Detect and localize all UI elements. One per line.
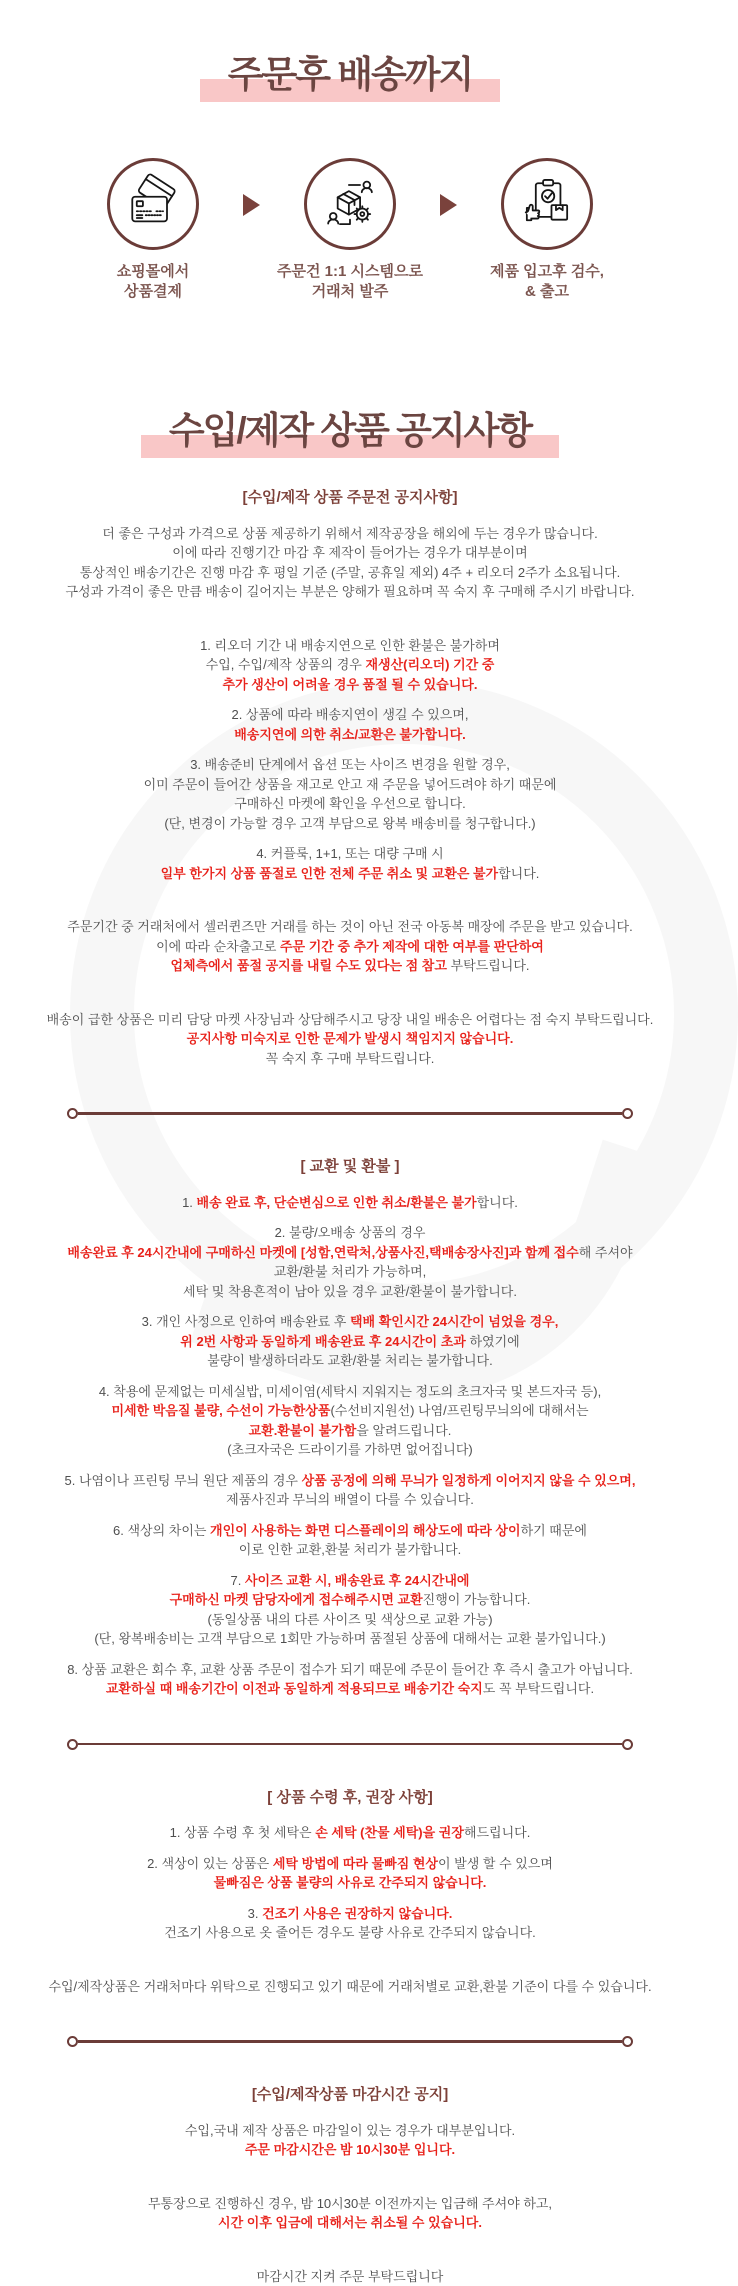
notice-paragraph <box>0 917 700 976</box>
notice-text-emphasis: 구매하신 마켓 담당자에게 접수해주시면 교환 <box>170 1592 423 1607</box>
notice-text: 합니다. <box>477 1195 518 1210</box>
notice-text-emphasis: 재생산(리오더) 기간 중 <box>365 657 494 672</box>
notice-paragraph <box>0 2194 700 2233</box>
notice-line <box>0 1421 700 1441</box>
page-title-text: 주문후 배송까지 <box>200 54 500 102</box>
notice-text: 더 좋은 구성과 가격으로 상품 제공하기 위해서 제작공장을 해외에 두는 경우가 많습니다. <box>102 526 597 541</box>
notice-line <box>0 1629 700 1649</box>
notice-line <box>0 1571 700 1591</box>
credit-card-icon <box>107 158 199 250</box>
section-divider <box>67 2036 633 2047</box>
notice-text: 4. 착용에 문제없는 미세실밥, 미세이염(세탁시 지워지는 정도의 초크자국 및 본드자국 등), <box>99 1384 601 1399</box>
notice-line <box>0 1049 700 1069</box>
step-label <box>264 262 436 302</box>
notice-line <box>0 563 700 583</box>
notice-text: 해 주셔야 <box>579 1245 633 1260</box>
notice-text: 구매하신 마켓에 확인을 우선으로 합니다. <box>234 796 466 811</box>
divider-ring <box>67 1739 78 1750</box>
notice-text: 3. 개인 사정으로 인하여 배송완료 후 <box>142 1314 350 1329</box>
process-step <box>264 158 436 302</box>
notice-text: 2. 불량/오배송 상품의 경우 <box>275 1225 426 1240</box>
notice-text: 이에 따라 진행기간 마감 후 제작이 들어가는 경우가 대부분이며 <box>172 545 527 560</box>
notice-text: 마감시간 지켜 주문 부탁드립니다 <box>257 2269 444 2284</box>
notice-text: 4. 커플룩, 1+1, 또는 대량 구매 시 <box>256 846 443 861</box>
notice-paragraph <box>0 1382 700 1460</box>
notice-line <box>0 1351 700 1371</box>
notice-text: 7. <box>231 1573 245 1588</box>
notice-paragraph <box>0 2267 700 2286</box>
notice-text: 이로 인한 교환,환불 처리가 불가합니다. <box>239 1542 462 1557</box>
notice-text: 세탁 및 착용흔적이 남아 있을 경우 교환/환불이 불가합니다. <box>183 1284 517 1299</box>
notice-text-emphasis: 주문 마감시간은 밤 10시30분 입니다. <box>245 2142 455 2157</box>
notice-text: 이미 주문이 들어간 상품을 재고로 안고 재 주문을 넣어드려야 하기 때문에 <box>144 777 557 792</box>
notice-line <box>0 1471 700 1491</box>
notice-text: (단, 변경이 가능할 경우 고객 부담으로 왕복 배송비를 청구합니다.) <box>164 816 535 831</box>
notice-text-emphasis: 물빠짐은 상품 불량의 사유로 간주되지 않습니다. <box>214 1875 487 1890</box>
notice-line <box>0 705 700 725</box>
notice-line <box>0 1382 700 1402</box>
notice-text: (동일상품 내의 다른 사이즈 및 색상으로 교환 가능) <box>207 1612 492 1627</box>
notice-text-emphasis: 추가 생산이 어려울 경우 품절 될 수 있습니다. <box>223 677 478 692</box>
notice-line <box>0 1521 700 1541</box>
section-heading: [수입/제작 상품 주문전 공지사항] <box>0 488 700 508</box>
section-divider <box>67 1108 633 1119</box>
notice-text-emphasis: 교환하실 때 배송기간이 이전과 동일하게 적용되므로 배송기간 숙지 <box>106 1681 483 1696</box>
notice-text-emphasis: 배송완료 후 24시간내에 구매하신 마켓에 [성함,연락처,상품사진,택배송장사진]과 함께 접수 <box>67 1245 578 1260</box>
notice-paragraph <box>0 1193 700 1213</box>
notice-text: 2. 상품에 따라 배송지연이 생길 수 있으며, <box>231 707 468 722</box>
notice-text: 주문기간 중 거래처에서 셀러퀸즈만 거래를 하는 것이 아닌 전국 아동복 매장에 주문을 받고 있습니다. <box>67 919 632 934</box>
notice-paragraph <box>0 1977 700 1997</box>
notice-text: (초크자국은 드라이기를 가하면 없어집니다) <box>227 1442 473 1457</box>
notice-line <box>0 956 700 976</box>
page-title <box>0 0 700 98</box>
notice-text-emphasis: 사이즈 교환 시, 배송완료 후 24시간내에 <box>245 1573 470 1588</box>
notice-text: 무통장으로 진행하신 경우, 밤 10시30분 이전까지는 입금해 주셔야 하고, <box>148 2196 552 2211</box>
notice-line <box>0 755 700 775</box>
notice-line <box>0 1401 700 1421</box>
notice-text-emphasis: 위 2번 사항과 동일하게 배송완료 후 24시간이 초과 <box>180 1334 466 1349</box>
divider-line <box>78 1743 622 1746</box>
notice-text: 진행이 가능합니다. <box>423 1592 531 1607</box>
notice-paragraph <box>0 1471 700 1510</box>
notice-text: 하였기에 <box>466 1334 520 1349</box>
notice-line <box>0 917 700 937</box>
notice-line <box>0 1823 700 1843</box>
notice-text: 이에 따라 순차출고로 <box>156 939 280 954</box>
notice-text-emphasis: 교환.환불이 불가함 <box>249 1423 357 1438</box>
notice-line <box>0 543 700 563</box>
notice-line <box>0 864 700 884</box>
notice-text-emphasis: 주문 기간 중 추가 제작에 대한 여부를 판단하여 <box>280 939 544 954</box>
notice-text-emphasis: 시간 이후 입금에 대해서는 취소될 수 있습니다. <box>218 2215 482 2230</box>
notice-line <box>0 1029 700 1049</box>
notice-line <box>0 725 700 745</box>
notice-text-emphasis: 택배 확인시간 24시간이 넘었을 경우, <box>350 1314 558 1329</box>
step-label-line: 제품 입고후 검수, <box>461 262 633 282</box>
notice-text-emphasis: 배송지연에 의한 취소/교환은 불가합니다. <box>234 727 466 742</box>
notice-text: 해드립니다. <box>464 1825 530 1840</box>
notice-text: 합니다. <box>498 866 539 881</box>
notice-paragraph <box>0 1312 700 1371</box>
notice-text: 1. 리오더 기간 내 배송지연으로 인한 환불은 불가하며 <box>200 638 500 653</box>
notice-line <box>0 1679 700 1699</box>
step-label <box>67 262 239 302</box>
divider-line <box>78 1112 622 1115</box>
notice-paragraph <box>0 705 700 744</box>
notice-text: 3. 배송준비 단계에서 옵션 또는 사이즈 변경을 원할 경우, <box>190 757 510 772</box>
notice-paragraph <box>0 2121 700 2160</box>
notice-text: 수입, 수입/제작 상품의 경우 <box>206 657 366 672</box>
notice-line <box>0 2140 700 2160</box>
notice-paragraph <box>0 1571 700 1649</box>
notice-text-emphasis: 세탁 방법에 따라 물빠짐 현상 <box>273 1856 438 1871</box>
notice-paragraph <box>0 844 700 883</box>
notice-line <box>0 1854 700 1874</box>
notice-line <box>0 655 700 675</box>
notice-line <box>0 1282 700 1302</box>
notice-text: 수입/제작상품은 거래처마다 위탁으로 진행되고 있기 때문에 거래처별로 교환,환불 기준이 다를 수 있습니다. <box>48 1979 651 1994</box>
step-label-line: 주문건 1:1 시스템으로 <box>264 262 436 282</box>
divider-ring <box>622 1108 633 1119</box>
notice-text: 이 발생 할 수 있으며 <box>438 1856 553 1871</box>
notice-text: 건조기 사용으로 옷 줄어든 경우도 불량 사유로 간주되지 않습니다. <box>164 1925 536 1940</box>
notice-text-emphasis: 공지사항 미숙지로 인한 문제가 발생시 책임지지 않습니다. <box>187 1031 514 1046</box>
process-step <box>461 158 633 302</box>
notice-text-emphasis: 개인이 사용하는 화면 디스플레이의 해상도에 따라 상이 <box>210 1523 521 1538</box>
notice-line <box>0 1440 700 1460</box>
notice-line <box>0 524 700 544</box>
notice-line <box>0 1490 700 1510</box>
arrow-right-icon <box>243 194 260 216</box>
notice-text-emphasis: 상품 공정에 의해 무늬가 일정하게 이어지지 않을 수 있으며, <box>302 1473 636 1488</box>
step-label-line: 거래처 발주 <box>264 282 436 302</box>
notice-text-emphasis: 일부 한가지 상품 품절로 인한 전체 주문 취소 및 교환은 불가 <box>161 866 499 881</box>
divider-ring <box>67 2036 78 2047</box>
notice-line <box>0 1904 700 1924</box>
notice-line <box>0 814 700 834</box>
notice-text: 수입,국내 제작 상품은 마감일이 있는 경우가 대부분입니다. <box>185 2123 515 2138</box>
notice-line <box>0 1332 700 1352</box>
notice-line <box>0 1873 700 1893</box>
arrow-right-icon <box>440 194 457 216</box>
notice-text: 2. 색상이 있는 상품은 <box>147 1856 273 1871</box>
notice-line <box>0 1262 700 1282</box>
notice-text: 8. 상품 교환은 회수 후, 교환 상품 주문이 접수가 되기 때문에 주문이 들어간 후 즉시 출고가 아닙니다. <box>67 1662 633 1677</box>
notice-paragraph <box>0 1010 700 1069</box>
notice-paragraph <box>0 1823 700 1843</box>
notice-text: 부탁드립니다. <box>447 958 530 973</box>
notice-paragraph <box>0 1223 700 1301</box>
notice-paragraph <box>0 755 700 833</box>
divider-line <box>78 2040 622 2043</box>
notice-line <box>0 2194 700 2214</box>
notice-line <box>0 1193 700 1213</box>
notice-line <box>0 582 700 602</box>
notice-text: 6. 색상의 차이는 <box>113 1523 210 1538</box>
notice-text: 도 꼭 부탁드립니다. <box>483 1681 594 1696</box>
section-heading: [수입/제작상품 마감시간 공지] <box>0 2085 700 2105</box>
step-label-line: 상품결제 <box>67 282 239 302</box>
notice-line <box>0 1540 700 1560</box>
notice-line <box>0 1312 700 1332</box>
notice-line <box>0 2267 700 2286</box>
divider-ring <box>622 2036 633 2047</box>
notice-line <box>0 636 700 656</box>
notice-title-text: 수입/제작 상품 공지사항 <box>141 410 559 458</box>
notice-line <box>0 1610 700 1630</box>
notice-text: (수선비지원선) 나염/프린팅무늬의에 대해서는 <box>330 1403 588 1418</box>
notice-line <box>0 2121 700 2141</box>
section-heading: [ 교환 및 환불 ] <box>0 1157 700 1177</box>
notice-line <box>0 794 700 814</box>
notice-line <box>0 1223 700 1243</box>
notice-text: 1. 상품 수령 후 첫 세탁은 <box>170 1825 316 1840</box>
notice-paragraph <box>0 1660 700 1699</box>
notice-text-emphasis: 손 세탁 (찬물 세탁)을 권장 <box>315 1825 464 1840</box>
notice-text-emphasis: 건조기 사용은 권장하지 않습니다. <box>262 1906 452 1921</box>
divider-ring <box>622 1739 633 1750</box>
notice-text: 꼭 숙지 후 구매 부탁드립니다. <box>266 1051 435 1066</box>
inspection-icon <box>501 158 593 250</box>
notice-text: 배송이 급한 상품은 미리 담당 마켓 사장님과 상담해주시고 당장 내일 배송은 어렵다는 점 숙지 부탁드립니다. <box>47 1012 654 1027</box>
notice-text: 하기 때문에 <box>521 1523 587 1538</box>
notice-line <box>0 1010 700 1030</box>
notice-line <box>0 1590 700 1610</box>
notice-line <box>0 1660 700 1680</box>
notice-paragraph <box>0 1904 700 1943</box>
section-heading: [ 상품 수령 후, 권장 사항] <box>0 1788 700 1808</box>
notice-paragraph <box>0 636 700 695</box>
order-process-steps <box>0 158 700 302</box>
notice-paragraph <box>0 1521 700 1560</box>
notice-line <box>0 775 700 795</box>
divider-ring <box>67 1108 78 1119</box>
step-label-line: 쇼핑몰에서 <box>67 262 239 282</box>
notice-text: 통상적인 배송기간은 진행 마감 후 평일 기준 (주말, 공휴일 제외) 4주 + 리오더 2주가 소요됩니다. <box>80 565 621 580</box>
notice-paragraph <box>0 524 700 602</box>
notice-text: 을 알려드립니다. <box>356 1423 451 1438</box>
step-label <box>461 262 633 302</box>
process-step <box>67 158 239 302</box>
notice-title <box>0 400 700 454</box>
notice-line <box>0 1977 700 1997</box>
notice-body <box>0 488 700 2286</box>
notice-line <box>0 1243 700 1263</box>
notice-text: 구성과 가격이 좋은 만큼 배송이 길어지는 부분은 양해가 필요하며 꼭 숙지 후 구매해 주시기 바랍니다. <box>65 584 634 599</box>
notice-text-emphasis: 미세한 박음질 불량, 수선이 가능한상품 <box>111 1403 330 1418</box>
notice-text: 제품사진과 무늬의 배열이 다를 수 있습니다. <box>226 1492 474 1507</box>
order-system-icon <box>304 158 396 250</box>
notice-line <box>0 2213 700 2233</box>
notice-line <box>0 1923 700 1943</box>
notice-text: 불량이 발생하더라도 교환/환불 처리는 불가합니다. <box>207 1353 492 1368</box>
notice-text-emphasis: 배송 완료 후, 단순변심으로 인한 취소/환불은 불가 <box>197 1195 477 1210</box>
notice-text: 교환/환불 처리가 가능하며, <box>274 1264 427 1279</box>
step-label-line: & 출고 <box>461 282 633 302</box>
notice-text: 1. <box>182 1195 196 1210</box>
notice-text: 5. 나염이나 프린팅 무늬 원단 제품의 경우 <box>65 1473 302 1488</box>
notice-line <box>0 937 700 957</box>
section-divider <box>67 1739 633 1750</box>
notice-line <box>0 675 700 695</box>
notice-text: (단, 왕복배송비는 고객 부담으로 1회만 가능하며 품절된 상품에 대해서는 교환 불가입니다.) <box>94 1631 605 1646</box>
notice-text-emphasis: 업체측에서 품절 공지를 내릴 수도 있다는 점 참고 <box>170 958 446 973</box>
notice-paragraph <box>0 1854 700 1893</box>
notice-line <box>0 844 700 864</box>
notice-text: 3. <box>248 1906 262 1921</box>
